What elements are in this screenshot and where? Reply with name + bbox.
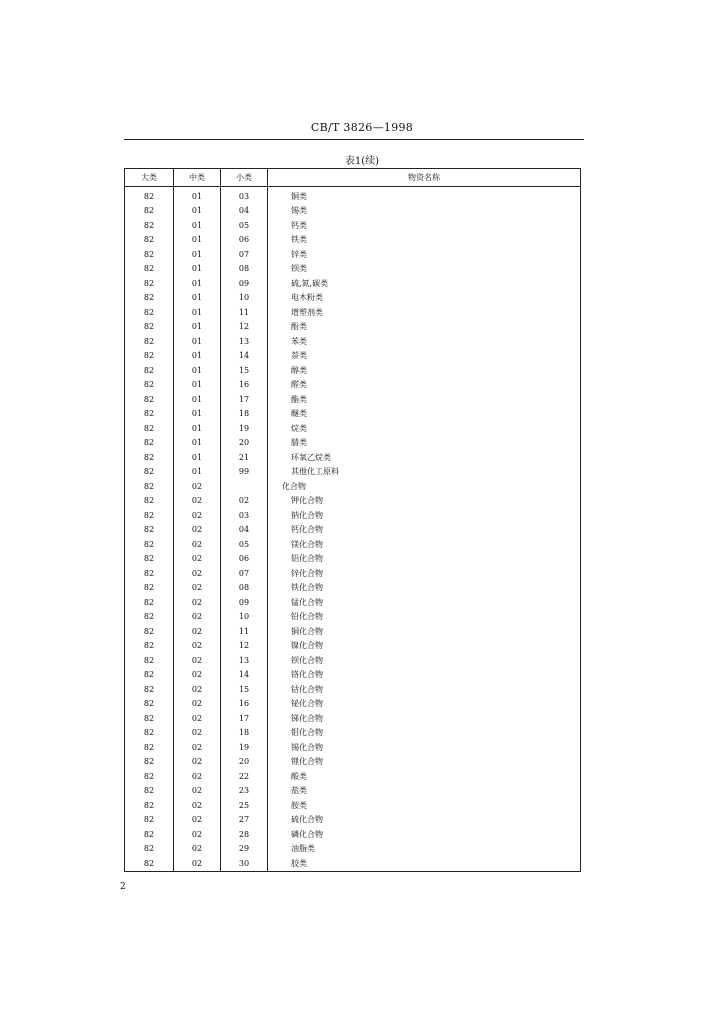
major-class-cell: 82	[125, 653, 174, 668]
table-row	[125, 798, 581, 813]
material-name-cell: 钙化合物	[268, 523, 581, 538]
major-class-cell: 82	[125, 262, 174, 277]
middle-class-cell: 02	[174, 711, 221, 726]
minor-class-cell: 06	[221, 552, 268, 567]
table-title: 表1(续)	[344, 156, 380, 167]
minor-class-cell: 10	[221, 291, 268, 306]
minor-class-cell: 16	[221, 697, 268, 712]
middle-class-cell: 02	[174, 653, 221, 668]
table-row	[125, 639, 581, 654]
middle-class-cell: 02	[174, 668, 221, 683]
middle-class-cell: 01	[174, 349, 221, 364]
material-name-cell: 油脂类	[268, 842, 581, 857]
major-class-cell: 82	[125, 697, 174, 712]
material-name-cell: 锂化合物	[268, 755, 581, 770]
major-class-cell: 82	[125, 769, 174, 784]
major-class-cell: 82	[125, 523, 174, 538]
major-class-cell: 82	[125, 856, 174, 871]
minor-class-cell: 29	[221, 842, 268, 857]
middle-class-cell: 01	[174, 436, 221, 451]
major-class-cell: 82	[125, 204, 174, 219]
major-class-cell: 82	[125, 218, 174, 233]
column-header: 物资名称	[268, 169, 581, 187]
table-row	[125, 334, 581, 349]
minor-class-cell: 05	[221, 218, 268, 233]
material-name-cell: 铁类	[268, 233, 581, 248]
major-class-cell: 82	[125, 813, 174, 828]
table-row	[125, 233, 581, 248]
major-class-cell: 82	[125, 639, 174, 654]
middle-class-cell: 01	[174, 407, 221, 422]
minor-class-cell: 09	[221, 276, 268, 291]
minor-class-cell: 23	[221, 784, 268, 799]
middle-class-cell: 02	[174, 740, 221, 755]
major-class-cell: 82	[125, 552, 174, 567]
minor-class-cell: 12	[221, 320, 268, 335]
table-row	[125, 523, 581, 538]
table-row	[125, 262, 581, 277]
major-class-cell: 82	[125, 363, 174, 378]
middle-class-cell: 02	[174, 798, 221, 813]
middle-class-cell: 01	[174, 247, 221, 262]
major-class-cell: 82	[125, 421, 174, 436]
minor-class-cell: 08	[221, 262, 268, 277]
table-row	[125, 827, 581, 842]
material-name-cell: 铜类	[268, 187, 581, 204]
material-name-cell: 环氧乙烷类	[268, 450, 581, 465]
material-name-cell: 镍化合物	[268, 639, 581, 654]
table-row	[125, 653, 581, 668]
material-name-cell: 胺类	[268, 798, 581, 813]
table-row	[125, 378, 581, 393]
minor-class-cell: 02	[221, 494, 268, 509]
major-class-cell: 82	[125, 581, 174, 596]
table-row	[125, 726, 581, 741]
major-class-cell: 82	[125, 334, 174, 349]
minor-class-cell: 19	[221, 740, 268, 755]
table-header-row	[125, 169, 581, 187]
material-name-cell: 锰化合物	[268, 595, 581, 610]
table-row	[125, 407, 581, 422]
major-class-cell: 82	[125, 784, 174, 799]
major-class-cell: 82	[125, 508, 174, 523]
middle-class-cell: 01	[174, 363, 221, 378]
table-row	[125, 537, 581, 552]
major-class-cell: 82	[125, 392, 174, 407]
major-class-cell: 82	[125, 668, 174, 683]
middle-class-cell: 01	[174, 392, 221, 407]
material-name-cell: 锡化合物	[268, 740, 581, 755]
material-name-cell: 钠化合物	[268, 508, 581, 523]
middle-class-cell: 02	[174, 595, 221, 610]
material-name-cell: 锌化合物	[268, 566, 581, 581]
material-name-cell: 铜化合物	[268, 624, 581, 639]
material-name-cell: 硫化合物	[268, 813, 581, 828]
minor-class-cell: 13	[221, 653, 268, 668]
table-row	[125, 276, 581, 291]
table-row	[125, 363, 581, 378]
table-row	[125, 187, 581, 204]
minor-class-cell	[221, 479, 268, 494]
table-row	[125, 392, 581, 407]
major-class-cell: 82	[125, 291, 174, 306]
material-name-cell: 盐类	[268, 784, 581, 799]
material-name-cell: 铋化合物	[268, 697, 581, 712]
material-name-cell: 烷类	[268, 421, 581, 436]
middle-class-cell: 01	[174, 291, 221, 306]
minor-class-cell: 16	[221, 378, 268, 393]
middle-class-cell: 02	[174, 697, 221, 712]
minor-class-cell: 15	[221, 363, 268, 378]
table-row	[125, 494, 581, 509]
middle-class-cell: 01	[174, 204, 221, 219]
middle-class-cell: 02	[174, 566, 221, 581]
middle-class-cell: 01	[174, 276, 221, 291]
major-class-cell: 82	[125, 566, 174, 581]
minor-class-cell: 04	[221, 523, 268, 538]
table-row	[125, 624, 581, 639]
middle-class-cell: 01	[174, 187, 221, 204]
minor-class-cell: 12	[221, 639, 268, 654]
material-name-cell: 醚类	[268, 407, 581, 422]
minor-class-cell: 09	[221, 595, 268, 610]
table-row	[125, 320, 581, 335]
minor-class-cell: 30	[221, 856, 268, 871]
minor-class-cell: 05	[221, 537, 268, 552]
column-header: 大类	[125, 169, 174, 187]
table-row	[125, 711, 581, 726]
table-row	[125, 436, 581, 451]
major-class-cell: 82	[125, 610, 174, 625]
material-name-cell: 苯类	[268, 334, 581, 349]
minor-class-cell: 20	[221, 436, 268, 451]
table-row	[125, 421, 581, 436]
table-row	[125, 668, 581, 683]
middle-class-cell: 02	[174, 552, 221, 567]
middle-class-cell: 02	[174, 494, 221, 509]
minor-class-cell: 27	[221, 813, 268, 828]
middle-class-cell: 02	[174, 639, 221, 654]
minor-class-cell: 17	[221, 392, 268, 407]
page-number: 2	[120, 882, 126, 892]
minor-class-cell: 22	[221, 769, 268, 784]
material-name-cell: 增塑剂类	[268, 305, 581, 320]
middle-class-cell: 02	[174, 537, 221, 552]
material-name-cell: 钴化合物	[268, 682, 581, 697]
minor-class-cell: 08	[221, 581, 268, 596]
table-row	[125, 566, 581, 581]
middle-class-cell: 02	[174, 523, 221, 538]
material-name-cell: 铅化合物	[268, 610, 581, 625]
table-row	[125, 291, 581, 306]
minor-class-cell: 07	[221, 247, 268, 262]
middle-class-cell: 01	[174, 378, 221, 393]
middle-class-cell: 01	[174, 218, 221, 233]
major-class-cell: 82	[125, 233, 174, 248]
material-name-cell: 锑化合物	[268, 711, 581, 726]
material-name-cell: 萘类	[268, 349, 581, 364]
major-class-cell: 82	[125, 726, 174, 741]
middle-class-cell: 02	[174, 842, 221, 857]
material-name-cell: 电木粉类	[268, 291, 581, 306]
major-class-cell: 82	[125, 407, 174, 422]
table-row	[125, 595, 581, 610]
minor-class-cell: 14	[221, 668, 268, 683]
table-row	[125, 450, 581, 465]
material-name-cell: 其他化工原料	[268, 465, 581, 480]
table-row	[125, 740, 581, 755]
minor-class-cell: 07	[221, 566, 268, 581]
material-name-cell: 硫,氮,碳类	[268, 276, 581, 291]
minor-class-cell: 10	[221, 610, 268, 625]
major-class-cell: 82	[125, 436, 174, 451]
table-row	[125, 305, 581, 320]
material-name-cell: 化合物	[268, 479, 581, 494]
table-row	[125, 697, 581, 712]
table-row	[125, 842, 581, 857]
minor-class-cell: 03	[221, 187, 268, 204]
major-class-cell: 82	[125, 624, 174, 639]
material-name-cell: 铬化合物	[268, 668, 581, 683]
table-row	[125, 508, 581, 523]
major-class-cell: 82	[125, 479, 174, 494]
material-name-cell: 锌类	[268, 247, 581, 262]
minor-class-cell: 25	[221, 798, 268, 813]
middle-class-cell: 01	[174, 233, 221, 248]
table-row	[125, 769, 581, 784]
material-name-cell: 磷化合物	[268, 827, 581, 842]
material-name-cell: 胶类	[268, 856, 581, 871]
material-name-cell: 腈类	[268, 436, 581, 451]
table-row	[125, 479, 581, 494]
major-class-cell: 82	[125, 711, 174, 726]
minor-class-cell: 11	[221, 624, 268, 639]
middle-class-cell: 02	[174, 479, 221, 494]
major-class-cell: 82	[125, 450, 174, 465]
middle-class-cell: 01	[174, 421, 221, 436]
table-row	[125, 755, 581, 770]
middle-class-cell: 01	[174, 450, 221, 465]
material-name-cell: 镁化合物	[268, 537, 581, 552]
middle-class-cell: 01	[174, 334, 221, 349]
table-row	[125, 856, 581, 871]
middle-class-cell: 02	[174, 827, 221, 842]
major-class-cell: 82	[125, 827, 174, 842]
minor-class-cell: 18	[221, 726, 268, 741]
major-class-cell: 82	[125, 305, 174, 320]
material-name-cell: 钼化合物	[268, 726, 581, 741]
major-class-cell: 82	[125, 378, 174, 393]
major-class-cell: 82	[125, 842, 174, 857]
middle-class-cell: 01	[174, 465, 221, 480]
major-class-cell: 82	[125, 682, 174, 697]
table-row	[125, 813, 581, 828]
material-name-cell: 酚类	[268, 320, 581, 335]
middle-class-cell: 02	[174, 624, 221, 639]
major-class-cell: 82	[125, 276, 174, 291]
minor-class-cell: 21	[221, 450, 268, 465]
table-row	[125, 784, 581, 799]
minor-class-cell: 06	[221, 233, 268, 248]
minor-class-cell: 13	[221, 334, 268, 349]
minor-class-cell: 14	[221, 349, 268, 364]
middle-class-cell: 02	[174, 784, 221, 799]
minor-class-cell: 04	[221, 204, 268, 219]
major-class-cell: 82	[125, 187, 174, 204]
minor-class-cell: 03	[221, 508, 268, 523]
table-row	[125, 204, 581, 219]
table-row	[125, 218, 581, 233]
table-row	[125, 581, 581, 596]
minor-class-cell: 20	[221, 755, 268, 770]
material-name-cell: 钡化合物	[268, 653, 581, 668]
middle-class-cell: 01	[174, 305, 221, 320]
minor-class-cell: 17	[221, 711, 268, 726]
major-class-cell: 82	[125, 349, 174, 364]
material-name-cell: 钡类	[268, 262, 581, 277]
major-class-cell: 82	[125, 537, 174, 552]
major-class-cell: 82	[125, 247, 174, 262]
major-class-cell: 82	[125, 595, 174, 610]
major-class-cell: 82	[125, 798, 174, 813]
table-row	[125, 682, 581, 697]
middle-class-cell: 02	[174, 682, 221, 697]
major-class-cell: 82	[125, 740, 174, 755]
middle-class-cell: 02	[174, 813, 221, 828]
material-name-cell: 铁化合物	[268, 581, 581, 596]
material-name-cell: 钙类	[268, 218, 581, 233]
material-name-cell: 酯类	[268, 392, 581, 407]
minor-class-cell: 19	[221, 421, 268, 436]
minor-class-cell: 99	[221, 465, 268, 480]
middle-class-cell: 02	[174, 508, 221, 523]
table-row	[125, 552, 581, 567]
header-rule	[124, 139, 584, 140]
material-name-cell: 锡类	[268, 204, 581, 219]
classification-table	[124, 168, 581, 872]
minor-class-cell: 11	[221, 305, 268, 320]
material-name-cell: 酸类	[268, 769, 581, 784]
middle-class-cell: 02	[174, 726, 221, 741]
table-row	[125, 465, 581, 480]
table-row	[125, 247, 581, 262]
middle-class-cell: 02	[174, 610, 221, 625]
middle-class-cell: 01	[174, 262, 221, 277]
standard-code-header: CB/T 3826—1998	[310, 121, 414, 134]
material-name-cell: 铝化合物	[268, 552, 581, 567]
minor-class-cell: 28	[221, 827, 268, 842]
major-class-cell: 82	[125, 494, 174, 509]
middle-class-cell: 02	[174, 856, 221, 871]
material-name-cell: 醛类	[268, 378, 581, 393]
major-class-cell: 82	[125, 755, 174, 770]
material-name-cell: 钾化合物	[268, 494, 581, 509]
material-name-cell: 醇类	[268, 363, 581, 378]
major-class-cell: 82	[125, 320, 174, 335]
table-row	[125, 349, 581, 364]
column-header: 中类	[174, 169, 221, 187]
table-body	[125, 187, 581, 872]
column-header: 小类	[221, 169, 268, 187]
major-class-cell: 82	[125, 465, 174, 480]
table-row	[125, 610, 581, 625]
middle-class-cell: 02	[174, 581, 221, 596]
middle-class-cell: 01	[174, 320, 221, 335]
minor-class-cell: 15	[221, 682, 268, 697]
middle-class-cell: 02	[174, 769, 221, 784]
middle-class-cell: 02	[174, 755, 221, 770]
minor-class-cell: 18	[221, 407, 268, 422]
